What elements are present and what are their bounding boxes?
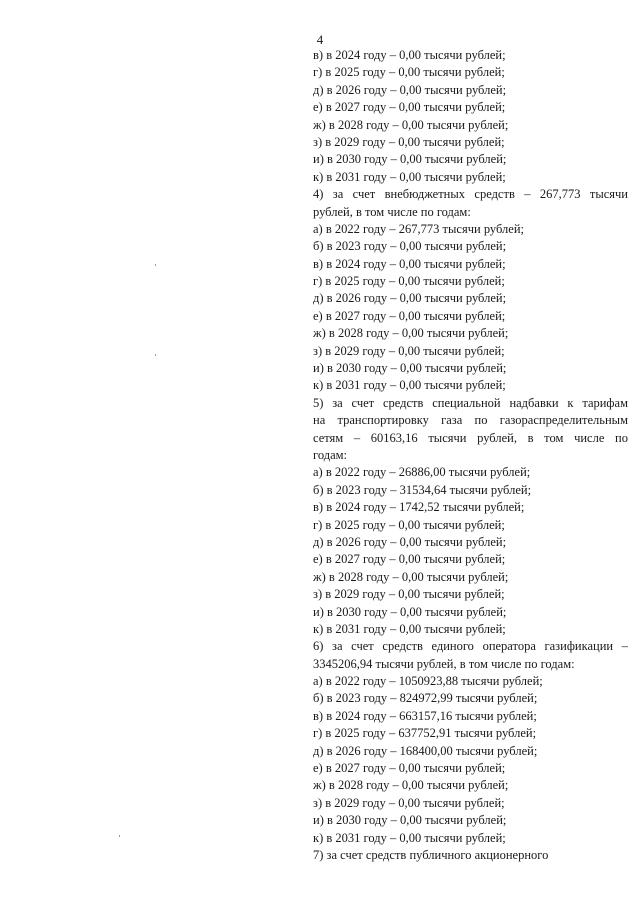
list-item: и) в 2030 году – 0,00 тысячи рублей; [313, 361, 507, 376]
document-text-column [313, 47, 628, 864]
list-item: б) в 2023 году – 0,00 тысячи рублей; [313, 239, 507, 254]
list-item: а) в 2022 году – 267,773 тысячи рублей; [313, 221, 524, 236]
list-item: б) в 2023 году – 31534,64 тысячи рублей; [313, 482, 532, 497]
list-item: в) в 2024 году – 0,00 тысячи рублей; [313, 48, 506, 62]
list-item: е) в 2027 году – 0,00 тысячи рублей; [313, 100, 506, 115]
list-item: д) в 2026 году – 0,00 тысячи рублей; [313, 534, 507, 549]
paragraph-line: рублей, в том числе по годам: [313, 204, 471, 219]
list-item: г) в 2025 году – 0,00 тысячи рублей; [313, 274, 505, 289]
list-item: а) в 2022 году – 1050923,88 тысячи рублей; [313, 674, 543, 689]
list-item: з) в 2029 году – 0,00 тысячи рублей; [313, 795, 505, 810]
list-item: б) в 2023 году – 824972,99 тысячи рублей; [313, 691, 538, 706]
scan-speck [155, 264, 156, 266]
list-item: з) в 2029 году – 0,00 тысячи рублей; [313, 587, 505, 602]
list-item: и) в 2030 году – 0,00 тысячи рублей; [313, 813, 507, 828]
paragraph-line: сетям – 60163,16 тысячи рублей, в том числе по [313, 430, 628, 445]
list-item: к) в 2031 году – 0,00 тысячи рублей; [313, 169, 506, 184]
list-item: и) в 2030 году – 0,00 тысячи рублей; [313, 604, 507, 619]
paragraph-line: 3345206,94 тысячи рублей, в том числе по годам: [313, 656, 575, 671]
scan-speck [155, 354, 156, 356]
list-item: з) в 2029 году – 0,00 тысячи рублей; [313, 343, 505, 358]
paragraph-line: годам: [313, 447, 347, 462]
list-item: а) в 2022 году – 26886,00 тысячи рублей; [313, 465, 531, 480]
list-item: г) в 2025 году – 637752,91 тысячи рублей; [313, 726, 537, 741]
list-item: к) в 2031 году – 0,00 тысячи рублей; [313, 830, 506, 845]
list-item: д) в 2026 году – 0,00 тысячи рублей; [313, 291, 507, 306]
page-number: 4 [316, 32, 324, 47]
list-item: е) в 2027 году – 0,00 тысячи рублей; [313, 761, 506, 776]
list-item: д) в 2026 году – 0,00 тысячи рублей; [313, 82, 507, 97]
list-item: в) в 2024 году – 0,00 тысячи рублей; [313, 256, 506, 271]
list-item: ж) в 2028 году – 0,00 тысячи рублей; [313, 778, 509, 793]
list-item: з) в 2029 году – 0,00 тысячи рублей; [313, 134, 505, 149]
list-item: в) в 2024 году – 1742,52 тысячи рублей; [313, 500, 525, 515]
list-item: е) в 2027 году – 0,00 тысячи рублей; [313, 308, 506, 323]
paragraph-line: 7) за счет средств публичного акционерного [313, 847, 549, 862]
list-item: д) в 2026 году – 168400,00 тысячи рублей; [313, 743, 538, 758]
list-item: ж) в 2028 году – 0,00 тысячи рублей; [313, 117, 509, 132]
list-item: е) в 2027 году – 0,00 тысячи рублей; [313, 552, 506, 567]
paragraph-line: на транспортировку газа по газораспределительным [313, 413, 628, 428]
scan-speck [119, 835, 120, 837]
list-item: в) в 2024 году – 663157,16 тысячи рублей; [313, 708, 537, 723]
list-item: ж) в 2028 году – 0,00 тысячи рублей; [313, 326, 509, 341]
paragraph-line: 6) за счет средств единого оператора газификации – [313, 639, 628, 654]
paragraph-line: 5) за счет средств специальной надбавки к тарифам [313, 395, 628, 410]
paragraph-line: 4) за счет внебюджетных средств – 267,773 тысячи [313, 187, 628, 202]
list-item: ж) в 2028 году – 0,00 тысячи рублей; [313, 569, 509, 584]
list-item: г) в 2025 году – 0,00 тысячи рублей; [313, 65, 505, 80]
list-item: к) в 2031 году – 0,00 тысячи рублей; [313, 621, 506, 636]
list-item: г) в 2025 году – 0,00 тысячи рублей; [313, 517, 505, 532]
list-item: и) в 2030 году – 0,00 тысячи рублей; [313, 152, 507, 167]
list-item: к) в 2031 году – 0,00 тысячи рублей; [313, 378, 506, 393]
